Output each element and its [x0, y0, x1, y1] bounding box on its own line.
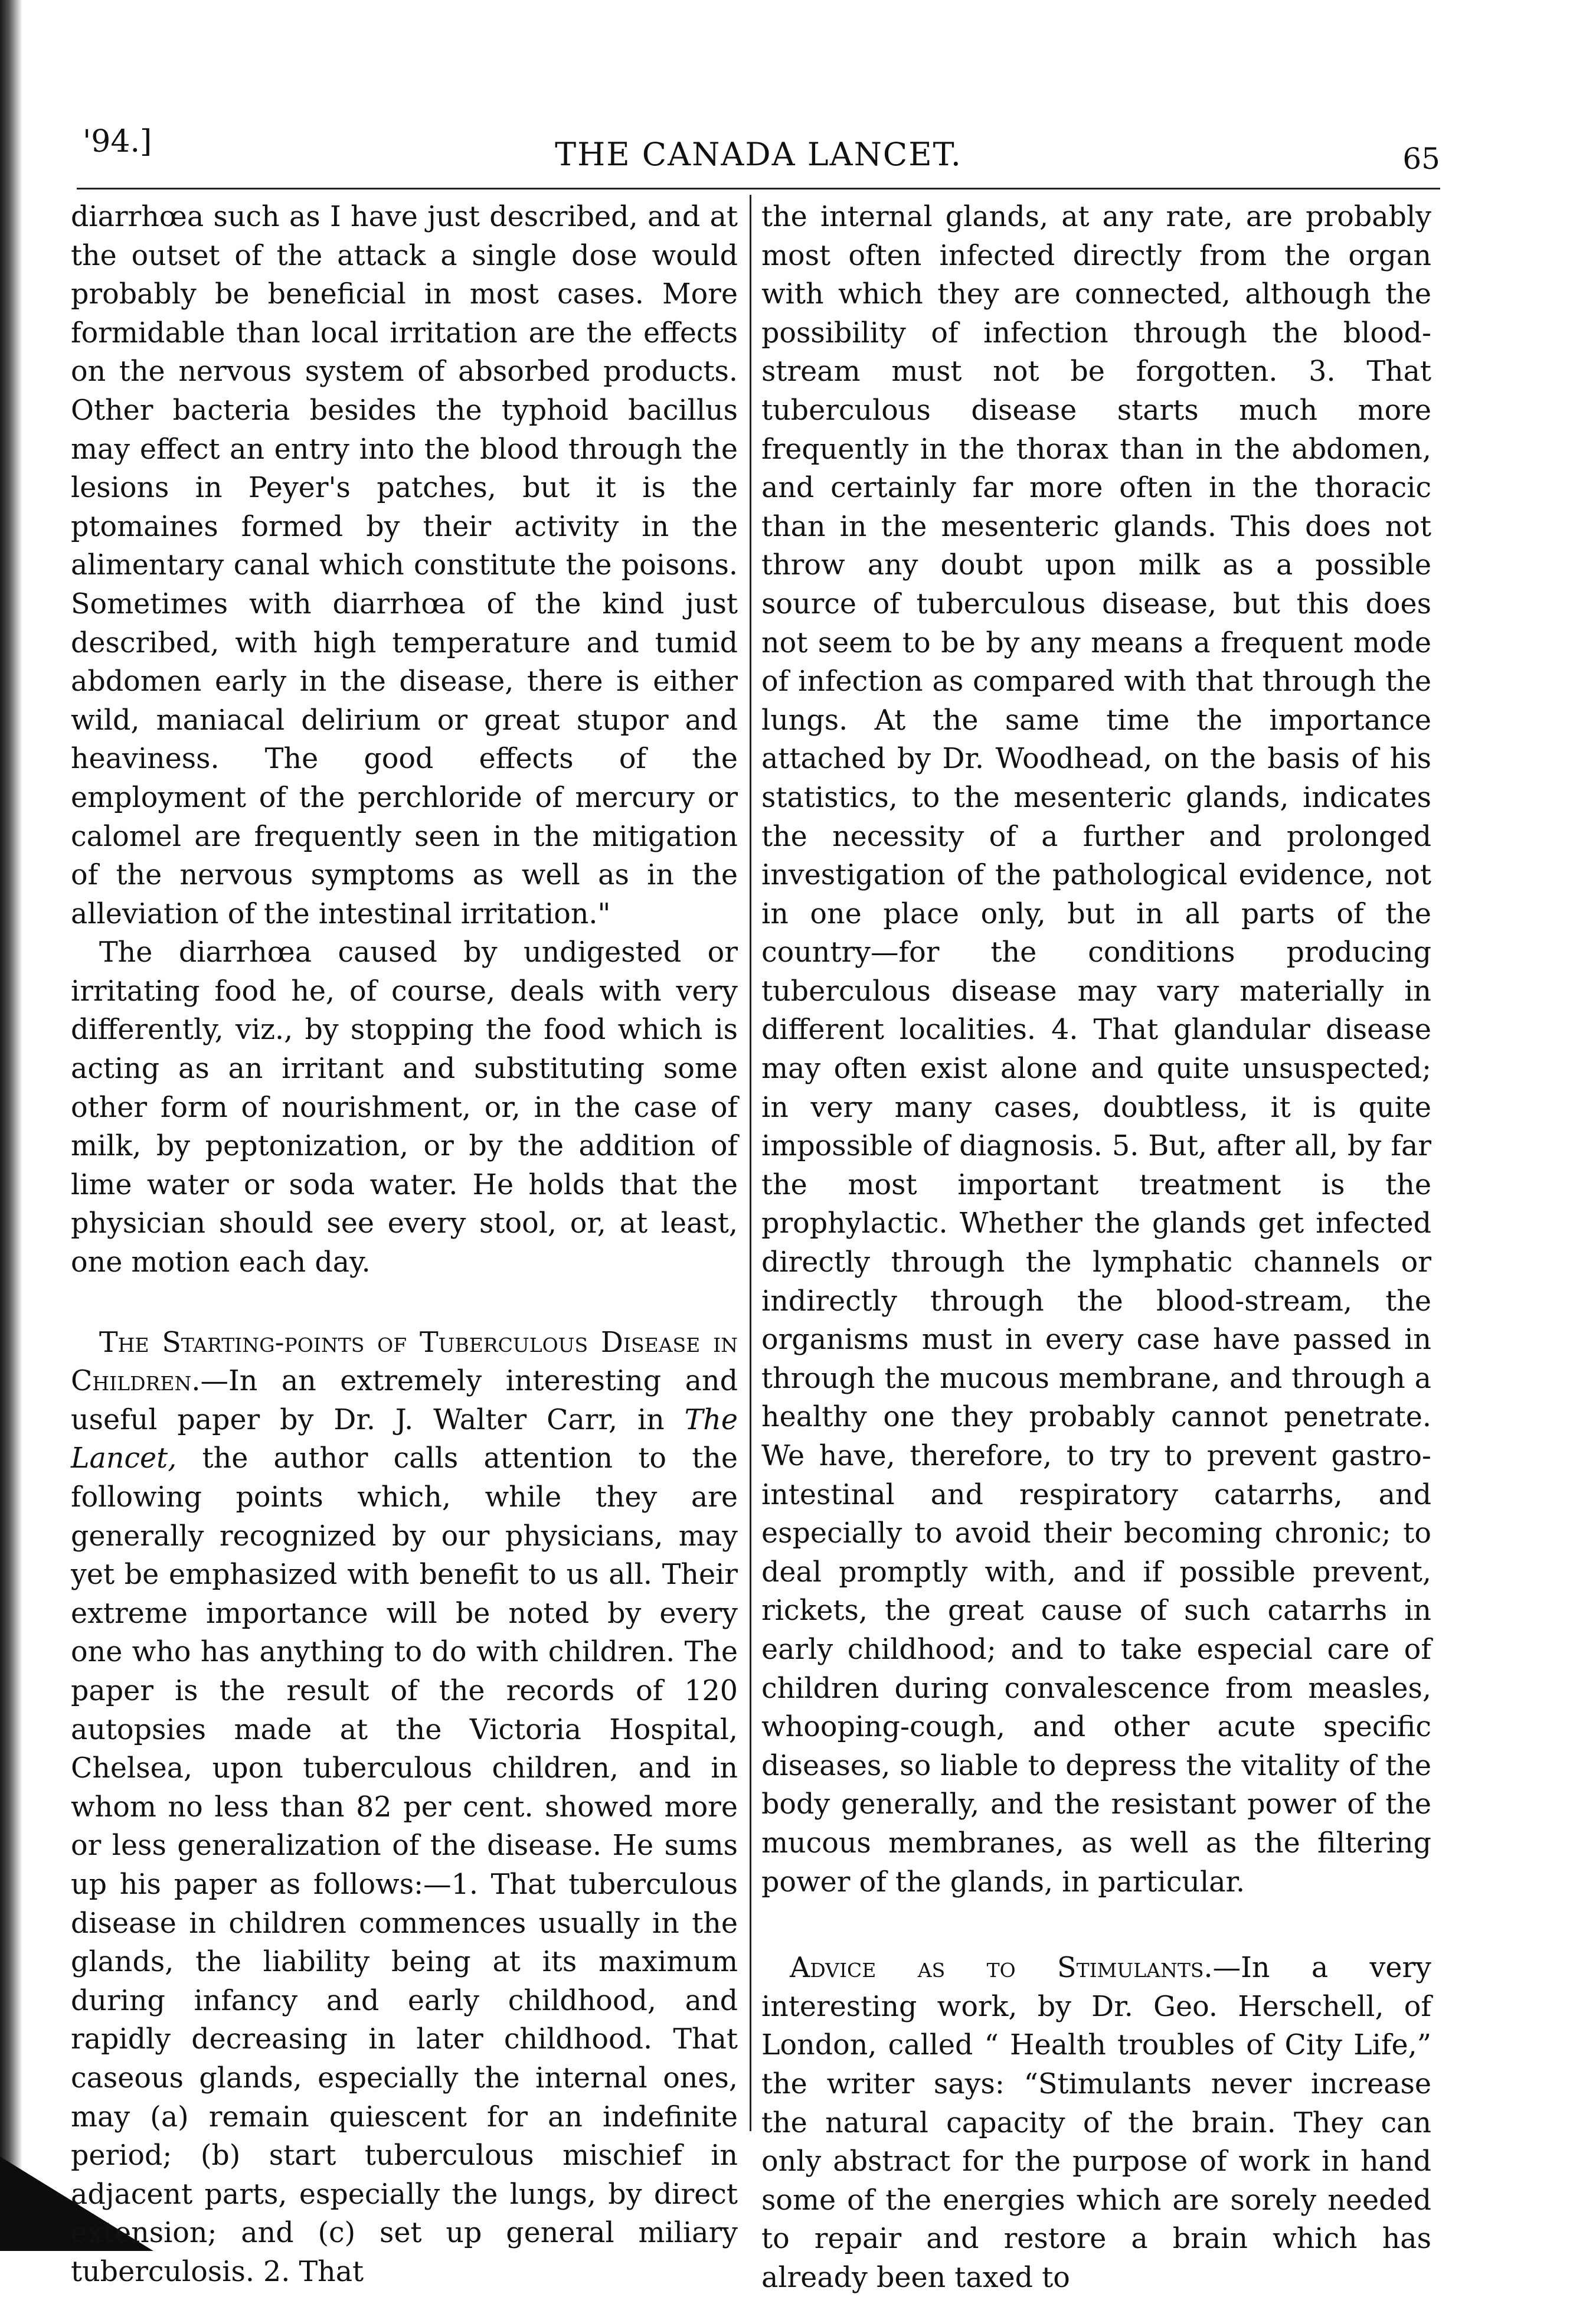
right-paragraph-2 [761, 1949, 1431, 2297]
journal-title: THE CANADA LANCET. [555, 136, 962, 173]
column-rule [750, 195, 751, 2131]
section-spacer [71, 1282, 738, 1324]
left-paragraph-3-text-a: —In an extremely interesting and useful paper by Dr. J. Walter Carr, in [71, 1365, 738, 1436]
section-spacer [761, 1901, 1431, 1949]
header-rule [77, 188, 1440, 189]
italic-journal-name: The Lancet, [71, 1403, 738, 1475]
left-paragraph-3 [71, 1324, 738, 2292]
page-number: 65 [1402, 142, 1440, 176]
left-column [71, 198, 738, 2291]
left-paragraph-3-text-b: the author calls attention to the following points which, while they are generally recognized by our physicians, may yet be emphasized with benefit to us all. Their extreme importance will be noted by every one who has anything to do with children. The paper is the result of the records of 120 autopsies made at the Victoria Hospital, Chelsea, upon tuberculous children, and in whom no less than 82 per cent. showed more or less generalization of the disease. He sums up his paper as follows:—1. That tuberculous disease in children commences usually in the glands, the liability being at its maximum during infancy and early childhood, and rapidly decreasing in later childhood. That caseous glands, especially the internal ones, may (a) remain quiescent for an indefinite period; (b) start tuberculous mischief in adjacent parts, especially the lungs, by direct extension; and (c) set up general miliary tuberculosis. 2. That [71, 1442, 738, 2288]
section-heading-stimulants: Advice as to Stimulants. [790, 1952, 1213, 1985]
left-paragraph-2: The diarrhœa caused by undigested or irritating food he, of course, deals with very differently, viz., by stopping the food which is acting as an irritant and substituting some other form of nourishment, or, in the case of milk, by peptonization, or by the addition of lime water or soda water. He holds that the physician should see every stool, or, at least, one motion each day. [71, 936, 738, 1279]
right-paragraph-1: the internal glands, at any rate, are probably most often infected directly from the organ with which they are connected, although the possibility of infection through the blood-stream must not be forgotten. 3. That tuberculous disease starts much more frequently in the thorax than in the abdomen, and certainly far more often in the thoracic than in the mesenteric glands. This does not throw any doubt upon milk as a possible source of tuberculous disease, but this does not seem to be by any means a frequent mode of infection as compared with that through the lungs. At the same time the importance attached by Dr. Woodhead, on the basis of his statistics, to the mesenteric glands, indicates the necessity of a further and prolonged investigation of the pathological evidence, not in one place only, but in all parts of the country—for the conditions producing tuberculous disease may vary materially in different localities. 4. That glandular disease may often exist alone and quite unsuspected; in very many cases, doubtless, it is quite impossible of diagnosis. 5. But, after all, by far the most important treatment is the prophylactic. Whether the glands get infected directly through the lymphatic channels or indirectly through the blood-stream, the organisms must in every case have passed in through the mucous membrane, and through a healthy one they probably cannot penetrate. We have, therefore, to try to prevent gastro-intestinal and respiratory catarrhs, and especially to avoid their becoming chronic; to deal promptly with, and if possible prevent, rickets, the great cause of such catarrhs in early childhood; and to take especial care of children during convalescence from measles, whooping-cough, and other acute specific diseases, so liable to depress the vitality of the body generally, and the resistant power of the mucous membranes, as well as the filtering power of the glands, in particular. [761, 201, 1431, 1899]
running-header [77, 118, 1440, 183]
page-binding-edge [0, 0, 22, 2251]
section-heading-tuberculous: The Starting-points of Tuberculous Disease in Children. [71, 1326, 738, 1398]
left-paragraph-1: diarrhœa such as I have just described, and at the outset of the attack a single dose would probably be beneficial in most cases. More formidable than local irritation are the effects on the nervous system of absorbed products. Other bacteria besides the typhoid bacillus may effect an entry into the blood through the lesions in Peyer's patches, but it is the ptomaines formed by their activity in the alimentary canal which constitute the poisons. Sometimes with diarrhœa of the kind just described, with high temperature and tumid abdomen early in the disease, there is either wild, maniacal delirium or great stupor and heaviness. The good effects of the employment of the perchloride of mercury or calomel are frequently seen in the mitigation of the nervous symptoms as well as in the alleviation of the intestinal irritation." [71, 201, 738, 930]
right-paragraph-2-text: —In a very interesting work, by Dr. Geo. Herschell, of London, called “ Health troubles of City Life,” the writer says: “Stimulants never increase the natural capacity of the brain. They can only abstract for the purpose of work in hand some of the energies which are sorely needed to repair and restore a brain which has already been taxed to [761, 1952, 1432, 2294]
right-column [761, 198, 1431, 2297]
header-year: '94.] [83, 124, 152, 159]
